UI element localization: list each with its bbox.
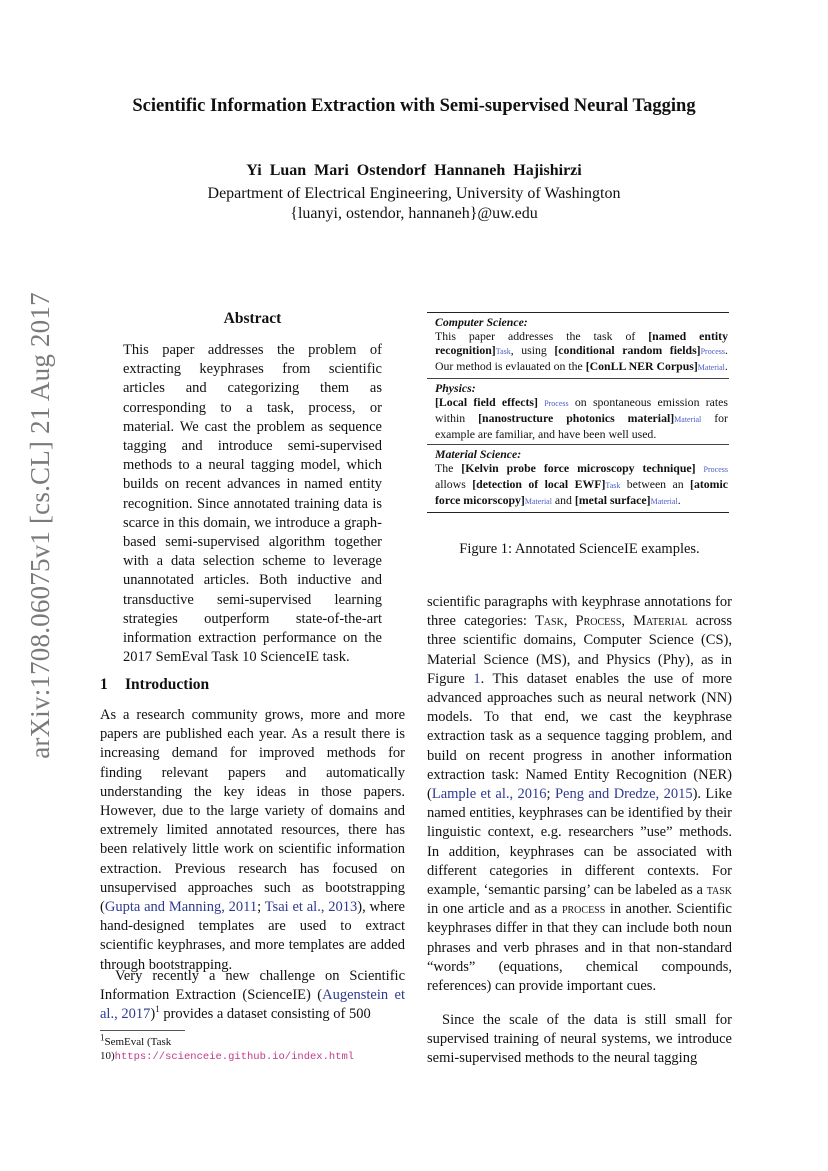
text-run: ), where hand-designed templates are used to extract scientific keyphrases, and more templates are added through bootstrapping.	[100, 899, 405, 973]
keyphrase-label: Material	[524, 497, 552, 506]
domain-label: Computer Science:	[435, 315, 528, 329]
section-heading-introduction	[100, 676, 209, 694]
keyphrase: [Kelvin probe force microscopy technique]	[461, 461, 696, 475]
category-name: Process	[575, 613, 622, 630]
keyphrase: [ConLL NER Corpus]	[585, 359, 698, 373]
text-run: This paper addresses the task of	[435, 329, 649, 343]
text-run: scientific paragraphs with keyphrase annotations for three categories:	[427, 594, 732, 630]
author-list: Yi Luan Mari Ostendorf Hannaneh Hajishirzi	[246, 162, 582, 179]
text-run: .	[724, 359, 728, 373]
text-run: ,	[621, 613, 634, 630]
text-run: across three scientific domains, Computer Science (CS), Material Science (MS), and Physics (Phy), as in Figure	[427, 613, 733, 687]
text-run: ,	[563, 613, 576, 630]
intro-paragraph-3	[427, 593, 732, 996]
keyphrase-label: Task	[605, 481, 621, 490]
text-run: between an	[620, 477, 691, 491]
text-run: As a research community grows, more and more papers are published each year. As a result there is increasing demand for improved methods for finding relevant papers and automatically understanding the key ideas in those papers. However, due to the large variety of domains and extremely limited annotated resources, there has been relatively little work on scientific information extraction. Previous research has focused on unsupervised approaches such as bootstrapping (	[100, 707, 405, 916]
text-run: ;	[546, 786, 555, 803]
text-run: . This dataset enables the use of more advanced approaches such as neural network (NN) models. To that end, we cast the keyphrase extraction task as a sequence tagging problem, and build on recent progress in another information extraction task: Named Entity Recognition (NER) (	[427, 670, 732, 803]
domain-label: Physics:	[435, 381, 476, 395]
figure-1-examples	[427, 312, 729, 513]
text-run: provides a dataset consisting of 500	[159, 1006, 371, 1023]
text-run: , using	[510, 343, 555, 357]
footnote-url-link[interactable]: https://scienceie.github.io/index.html	[114, 1051, 355, 1063]
keyphrase-label: Material	[697, 363, 725, 372]
text-run: .	[677, 493, 681, 507]
category-name: process	[561, 901, 606, 918]
text-run: ;	[257, 899, 265, 916]
text-run: allows	[435, 477, 473, 491]
text-run: . Our method is evlauated on the	[435, 343, 728, 373]
arxiv-identifier	[20, 200, 60, 850]
keyphrase-label: Process	[544, 399, 569, 408]
keyphrase-label: Material	[674, 415, 702, 424]
intro-paragraph-4: Since the scale of the data is still small for supervised training of neural systems, we introduce semi-supervised methods to the neural tagging	[427, 1012, 732, 1067]
intro-paragraph-2	[100, 967, 405, 1025]
section-number: 1	[100, 676, 108, 693]
footnote-text: SemEval (Task 10)	[100, 1036, 172, 1062]
keyphrase-label: Material	[650, 497, 678, 506]
text-run: on spontaneous emission rates within	[435, 395, 728, 425]
citation-link[interactable]: Peng and Dredze, 2015	[554, 786, 693, 803]
section-title: Introduction	[125, 676, 210, 693]
affiliation: Department of Electrical Engineering, University of Washington	[207, 185, 621, 202]
example-computer-science	[427, 313, 729, 378]
author-emails: {luanyi, ostendor, hannaneh}@uw.edu	[290, 205, 538, 222]
keyphrase: [metal surface]	[574, 493, 651, 507]
footnote-rule	[100, 1030, 185, 1031]
category-name: Task	[534, 613, 564, 630]
text-run: ). Like named entities, keyphrases can be identified by their linguistic context, e.g. researchers ”use” methods. In addition, keyphrases can be associated with different categories in different contexts. For example, ‘semantic parsing’ can be labeled as a	[427, 786, 733, 899]
keyphrase: [Local field effects]	[435, 395, 538, 409]
citation-link[interactable]: Augenstein et al., 2017	[100, 987, 405, 1023]
category-name: task	[706, 882, 732, 899]
example-physics	[427, 378, 729, 444]
text-run: The	[435, 461, 462, 475]
citation-link[interactable]: Tsai et al., 2013	[264, 899, 358, 916]
affiliation-block	[0, 184, 828, 224]
keyphrase: [detection of local EWF]	[472, 477, 606, 491]
keyphrase-label: Task	[495, 347, 511, 356]
category-name: Material	[633, 613, 688, 630]
keyphrase-label: Process	[700, 347, 726, 356]
keyphrase: [conditional random fields]	[554, 343, 701, 357]
intro-paragraph-1	[100, 706, 405, 975]
keyphrase: [nanostructure photonics material]	[478, 411, 675, 425]
footnote-number: 1	[100, 1032, 105, 1043]
keyphrase: [atomic force micorscopy]	[435, 477, 729, 507]
arxiv-id-text: arXiv:1708.06075v1 [cs.CL] 21 Aug 2017	[24, 291, 55, 759]
abstract-heading: Abstract	[223, 310, 282, 327]
footnote	[100, 1032, 400, 1064]
text-run: and	[551, 493, 575, 507]
footnote-mark[interactable]: 1	[155, 1004, 160, 1015]
text-run: in one article and as a	[427, 901, 562, 918]
abstract-text: This paper addresses the problem of extracting keyphrases from scientific articles and categorizing them as corresponding to a task, process, or material. We cast the problem as sequence tagging and introduce semi-supervised methods to a neural tagging model, which builds on recent advances in named entity recognition. Since annotated training data is scarce in this domain, we introduce a graph-based semi-supervised algorithm together with a data selection scheme to leverage unannotated articles. Both inductive and transductive semi-supervised learning strategies outperform state-of-the-art information extraction performance on the 2017 SemEval Task 10 ScienceIE task.	[123, 342, 382, 666]
text-run: )	[150, 1006, 156, 1023]
citation-link[interactable]: Lample et al., 2016	[431, 786, 547, 803]
text-run: in another. Scientific keyphrases differ in that they can include both noun phrases and verb phrases and in that non-standard “words” (equations, chemical compounds, references) can provide important cues.	[427, 901, 732, 995]
figure-reference-link[interactable]: 1	[473, 670, 481, 687]
keyphrase-label: Process	[703, 465, 728, 474]
keyphrase: [named entity recognition]	[435, 329, 728, 357]
text-run: Very recently a new challenge on Scientific Information Extraction (ScienceIE) (	[100, 968, 405, 1004]
paper-title: Scientific Information Extraction with Semi-supervised Neural Tagging	[132, 96, 696, 116]
figure-caption: Figure 1: Annotated ScienceIE examples.	[459, 541, 700, 557]
example-material-science	[427, 444, 729, 512]
domain-label: Material Science:	[435, 447, 522, 461]
citation-link[interactable]: Gupta and Manning, 2011	[104, 899, 258, 916]
text-run: for example are familiar, and have been well used.	[435, 411, 728, 441]
